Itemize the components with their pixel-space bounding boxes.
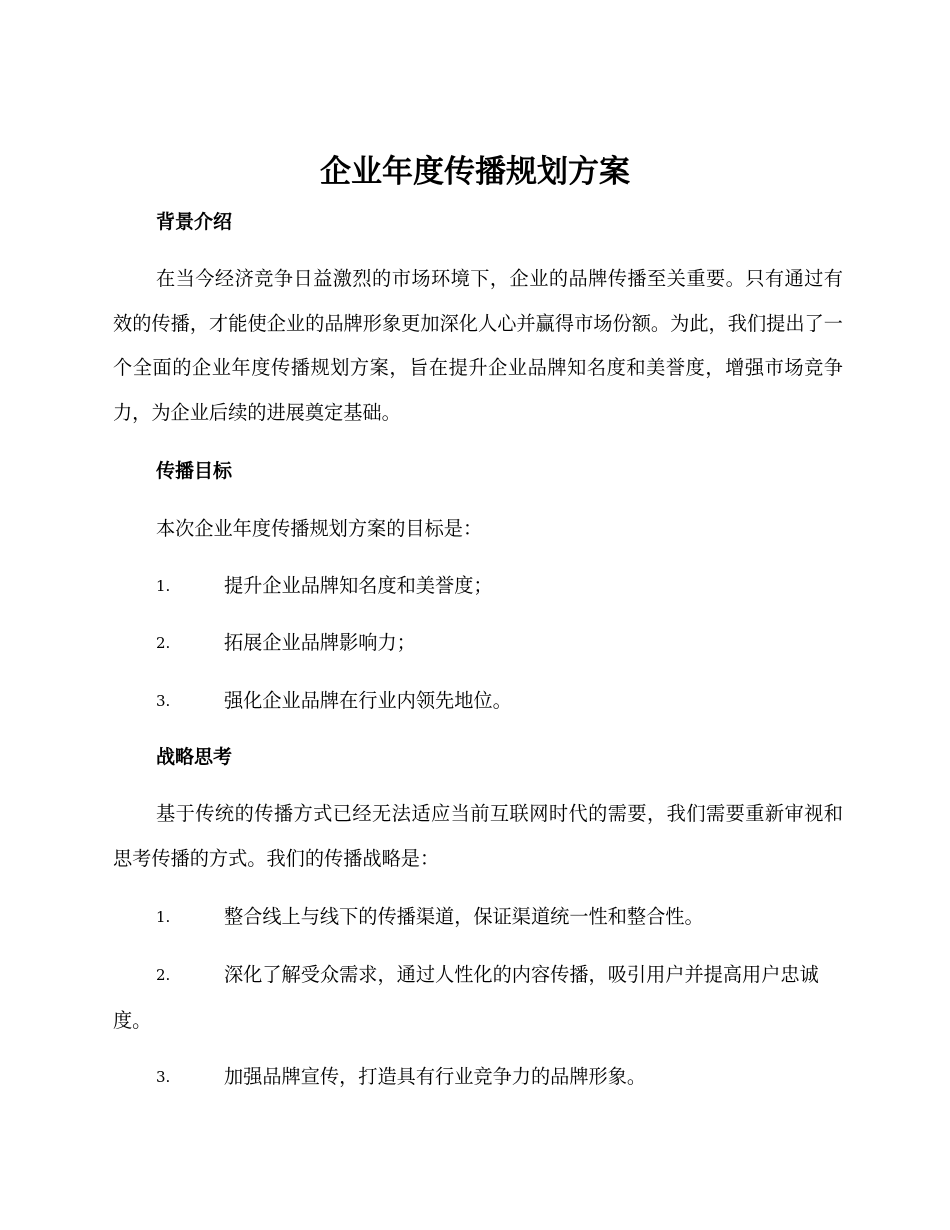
section-paragraph-background: 在当今经济竞争日益激烈的市场环境下，企业的品牌传播至关重要。只有通过有效的传播，才能使企业的品牌形象更加深化人心并赢得市场份额。为此，我们提出了一个全面的企业年度传播规划方案，旨在提升企业品牌知名度和美誉度，增强市场竞争力，为企业后续的进展奠定基础。 <box>113 267 843 424</box>
list-item <box>113 620 843 666</box>
list-item <box>113 1054 843 1100</box>
list-item-text: 强化企业品牌在行业内领先地位。 <box>224 689 512 712</box>
list-item <box>113 678 843 724</box>
section-heading-goals: 传播目标 <box>156 460 233 482</box>
list-item <box>113 894 843 940</box>
goals-intro: 本次企业年度传播规划方案的目标是： <box>156 517 483 540</box>
section-heading-background: 背景介绍 <box>156 211 233 233</box>
list-item <box>113 563 843 609</box>
list-item-number: 1. <box>156 908 171 926</box>
document-title: 企业年度传播规划方案 <box>320 154 630 190</box>
list-item-text: 整合线上与线下的传播渠道，保证渠道统一性和整合性。 <box>224 905 704 928</box>
list-item-number: 3. <box>156 1068 171 1086</box>
section-heading-strategy: 战略思考 <box>156 746 233 768</box>
list-item-number: 3. <box>156 692 171 710</box>
section-paragraph-strategy: 基于传统的传播方式已经无法适应当前互联网时代的需要，我们需要重新审视和思考传播的方式。我们的传播战略是： <box>113 802 843 870</box>
list-item-number: 2. <box>156 634 171 652</box>
list-item-text: 深化了解受众需求，通过人性化的内容传播，吸引用户并提高用户忠诚度。 <box>113 963 819 1032</box>
list-item-text: 提升企业品牌知名度和美誉度； <box>224 574 493 597</box>
list-item-text: 加强品牌宣传，打造具有行业竞争力的品牌形象。 <box>224 1065 647 1088</box>
list-item-number: 1. <box>156 577 171 595</box>
list-item-number: 2. <box>156 966 171 984</box>
list-item <box>113 952 843 1044</box>
list-item-text: 拓展企业品牌影响力； <box>224 631 416 654</box>
